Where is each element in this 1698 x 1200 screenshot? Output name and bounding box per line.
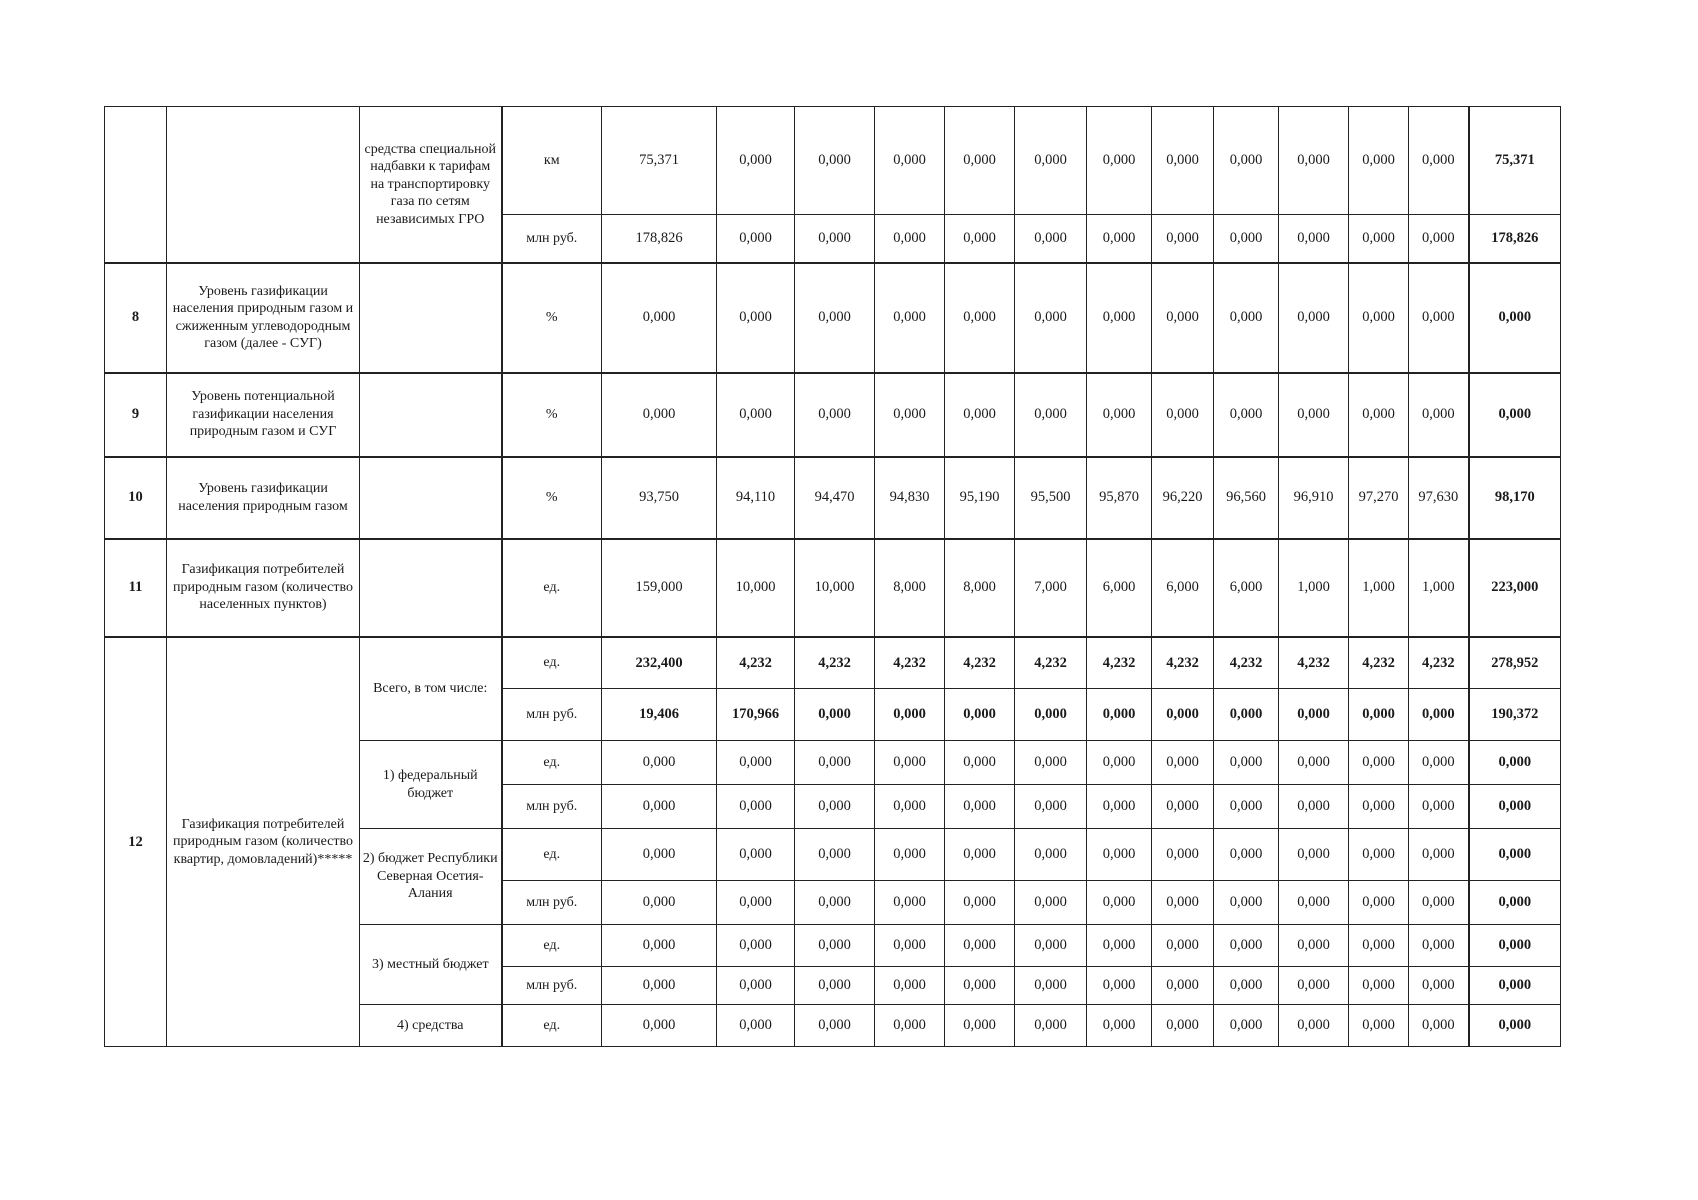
total-cell: 0,000: [1469, 881, 1561, 925]
unit-cell: млн руб.: [502, 881, 602, 925]
value-cell: 0,000: [1015, 107, 1087, 215]
value-cell: 0,000: [1349, 215, 1409, 263]
unit-cell: ед.: [502, 1005, 602, 1047]
value-cell: 0,000: [795, 373, 875, 457]
value-cell: 0,000: [1152, 373, 1214, 457]
value-cell: 0,000: [717, 785, 795, 829]
value-cell: 0,000: [717, 925, 795, 967]
value-cell: 0,000: [1214, 881, 1279, 925]
value-cell: 0,000: [1349, 829, 1409, 881]
value-cell: 0,000: [1015, 1005, 1087, 1047]
value-cell: 4,232: [1015, 637, 1087, 689]
value-cell: 0,000: [795, 215, 875, 263]
value-cell: 0,000: [1409, 967, 1469, 1005]
value-cell: 0,000: [1087, 785, 1152, 829]
value-cell: 4,232: [1087, 637, 1152, 689]
value-cell: 0,000: [717, 263, 795, 373]
indicator-name: Уровень потенциальной газификации населения природным газом и СУГ: [167, 373, 360, 457]
value-cell: 96,910: [1279, 457, 1349, 539]
value-cell: 0,000: [602, 785, 717, 829]
value-cell: 0,000: [875, 829, 945, 881]
value-cell: 0,000: [602, 373, 717, 457]
value-cell: 0,000: [1152, 263, 1214, 373]
value-cell: 0,000: [795, 1005, 875, 1047]
value-cell: 0,000: [1214, 689, 1279, 741]
unit-cell: ед.: [502, 829, 602, 881]
total-cell: 0,000: [1469, 263, 1561, 373]
value-cell: 4,232: [1152, 637, 1214, 689]
value-cell: 8,000: [945, 539, 1015, 637]
total-cell: 0,000: [1469, 829, 1561, 881]
value-cell: 0,000: [1152, 881, 1214, 925]
value-cell: 7,000: [1015, 539, 1087, 637]
value-cell: 95,870: [1087, 457, 1152, 539]
value-cell: 0,000: [1409, 741, 1469, 785]
value-cell: 0,000: [875, 925, 945, 967]
row-number: 9: [105, 373, 167, 457]
total-cell: 75,371: [1469, 107, 1561, 215]
table-row: [105, 107, 1561, 215]
value-cell: 0,000: [602, 881, 717, 925]
unit-cell: млн руб.: [502, 785, 602, 829]
value-cell: 0,000: [1152, 925, 1214, 967]
value-cell: 0,000: [1409, 373, 1469, 457]
value-cell: 0,000: [1279, 829, 1349, 881]
value-cell: 0,000: [602, 829, 717, 881]
gasification-indicators-table: [104, 106, 1561, 1047]
value-cell: 0,000: [717, 373, 795, 457]
value-cell: 0,000: [717, 881, 795, 925]
value-cell: 0,000: [1214, 215, 1279, 263]
value-cell: 94,110: [717, 457, 795, 539]
value-cell: 0,000: [1015, 785, 1087, 829]
value-cell: 0,000: [1279, 1005, 1349, 1047]
value-cell: 0,000: [1409, 881, 1469, 925]
total-cell: 98,170: [1469, 457, 1561, 539]
value-cell: 0,000: [875, 263, 945, 373]
value-cell: 0,000: [717, 215, 795, 263]
value-cell: 0,000: [1279, 785, 1349, 829]
value-cell: 0,000: [1409, 785, 1469, 829]
value-cell: 0,000: [1015, 689, 1087, 741]
value-cell: 0,000: [717, 967, 795, 1005]
value-cell: 4,232: [1349, 637, 1409, 689]
value-cell: 0,000: [1015, 373, 1087, 457]
value-cell: 0,000: [1087, 881, 1152, 925]
value-cell: 0,000: [1214, 829, 1279, 881]
unit-cell: %: [502, 373, 602, 457]
value-cell: 0,000: [945, 967, 1015, 1005]
value-cell: 0,000: [875, 881, 945, 925]
value-cell: 0,000: [1087, 689, 1152, 741]
value-cell: 0,000: [1152, 967, 1214, 1005]
value-cell: 19,406: [602, 689, 717, 741]
value-cell: 97,630: [1409, 457, 1469, 539]
value-cell: 0,000: [875, 215, 945, 263]
value-cell: 0,000: [1349, 967, 1409, 1005]
value-cell: 0,000: [1214, 1005, 1279, 1047]
value-cell: 1,000: [1409, 539, 1469, 637]
row-number: 8: [105, 263, 167, 373]
value-cell: 0,000: [1349, 107, 1409, 215]
value-cell: 0,000: [875, 785, 945, 829]
value-cell: 4,232: [1279, 637, 1349, 689]
value-cell: 6,000: [1152, 539, 1214, 637]
row-number: 10: [105, 457, 167, 539]
funding-source: [360, 373, 502, 457]
total-cell: 0,000: [1469, 925, 1561, 967]
value-cell: 0,000: [1279, 881, 1349, 925]
unit-cell: %: [502, 263, 602, 373]
unit-cell: ед.: [502, 925, 602, 967]
value-cell: 0,000: [945, 215, 1015, 263]
indicator-name: Уровень газификации населения природным газом: [167, 457, 360, 539]
value-cell: 0,000: [945, 741, 1015, 785]
total-cell: 223,000: [1469, 539, 1561, 637]
value-cell: 0,000: [795, 925, 875, 967]
funding-source: 3) местный бюджет: [360, 925, 502, 1005]
value-cell: 0,000: [945, 373, 1015, 457]
value-cell: 0,000: [1015, 215, 1087, 263]
value-cell: 0,000: [795, 881, 875, 925]
value-cell: 0,000: [1214, 107, 1279, 215]
total-cell: 0,000: [1469, 967, 1561, 1005]
value-cell: 0,000: [945, 785, 1015, 829]
total-cell: 0,000: [1469, 785, 1561, 829]
value-cell: 0,000: [795, 263, 875, 373]
value-cell: 0,000: [1409, 1005, 1469, 1047]
value-cell: 94,830: [875, 457, 945, 539]
value-cell: 0,000: [1279, 741, 1349, 785]
value-cell: 0,000: [945, 829, 1015, 881]
row-number: 11: [105, 539, 167, 637]
value-cell: 0,000: [1087, 215, 1152, 263]
value-cell: 0,000: [1087, 107, 1152, 215]
value-cell: 0,000: [602, 967, 717, 1005]
value-cell: 0,000: [945, 925, 1015, 967]
value-cell: 0,000: [795, 785, 875, 829]
value-cell: 0,000: [1279, 373, 1349, 457]
value-cell: 159,000: [602, 539, 717, 637]
document-page: [104, 106, 1561, 1047]
value-cell: 0,000: [1087, 967, 1152, 1005]
value-cell: 0,000: [1152, 741, 1214, 785]
table-row: [105, 539, 1561, 637]
value-cell: 0,000: [1349, 263, 1409, 373]
value-cell: 97,270: [1349, 457, 1409, 539]
value-cell: 0,000: [875, 107, 945, 215]
value-cell: 4,232: [945, 637, 1015, 689]
value-cell: 0,000: [875, 741, 945, 785]
funding-source: 4) средства: [360, 1005, 502, 1047]
value-cell: 0,000: [1152, 829, 1214, 881]
value-cell: 0,000: [717, 741, 795, 785]
funding-source: средства специальной надбавки к тарифам на транспортировку газа по сетям независимых ГРО: [360, 107, 502, 263]
value-cell: 0,000: [875, 689, 945, 741]
indicator-name: Газификация потребителей природным газом (количество квартир, домовладений)*****: [167, 637, 360, 1047]
value-cell: 0,000: [1087, 925, 1152, 967]
funding-source: 1) федеральный бюджет: [360, 741, 502, 829]
value-cell: 0,000: [795, 967, 875, 1005]
value-cell: 0,000: [1409, 107, 1469, 215]
value-cell: 0,000: [1015, 741, 1087, 785]
total-cell: 278,952: [1469, 637, 1561, 689]
value-cell: 0,000: [1152, 1005, 1214, 1047]
value-cell: 0,000: [1087, 741, 1152, 785]
value-cell: 0,000: [717, 107, 795, 215]
value-cell: 75,371: [602, 107, 717, 215]
value-cell: 0,000: [1279, 925, 1349, 967]
value-cell: 0,000: [717, 829, 795, 881]
value-cell: 0,000: [1409, 215, 1469, 263]
table-row: [105, 637, 1561, 689]
value-cell: 6,000: [1214, 539, 1279, 637]
value-cell: 0,000: [602, 263, 717, 373]
value-cell: 0,000: [1214, 263, 1279, 373]
value-cell: 96,220: [1152, 457, 1214, 539]
value-cell: 0,000: [1152, 785, 1214, 829]
value-cell: 0,000: [795, 741, 875, 785]
value-cell: 0,000: [875, 373, 945, 457]
funding-source: Всего, в том числе:: [360, 637, 502, 741]
value-cell: 4,232: [875, 637, 945, 689]
value-cell: 0,000: [1087, 1005, 1152, 1047]
value-cell: 0,000: [1015, 967, 1087, 1005]
value-cell: 0,000: [1349, 1005, 1409, 1047]
indicator-name: Газификация потребителей природным газом (количество населенных пунктов): [167, 539, 360, 637]
value-cell: 0,000: [1279, 263, 1349, 373]
funding-source: [360, 457, 502, 539]
value-cell: 0,000: [945, 107, 1015, 215]
value-cell: 6,000: [1087, 539, 1152, 637]
value-cell: 0,000: [1015, 881, 1087, 925]
value-cell: 4,232: [795, 637, 875, 689]
value-cell: 0,000: [1279, 967, 1349, 1005]
value-cell: 0,000: [1152, 215, 1214, 263]
value-cell: 1,000: [1279, 539, 1349, 637]
value-cell: 178,826: [602, 215, 717, 263]
value-cell: 0,000: [1349, 689, 1409, 741]
value-cell: 0,000: [1409, 689, 1469, 741]
unit-cell: млн руб.: [502, 967, 602, 1005]
unit-cell: млн руб.: [502, 689, 602, 741]
value-cell: 94,470: [795, 457, 875, 539]
unit-cell: ед.: [502, 539, 602, 637]
total-cell: 0,000: [1469, 373, 1561, 457]
value-cell: 0,000: [1349, 785, 1409, 829]
table-body: [105, 107, 1561, 1047]
value-cell: 0,000: [875, 967, 945, 1005]
value-cell: 0,000: [945, 263, 1015, 373]
value-cell: 0,000: [945, 689, 1015, 741]
value-cell: 0,000: [1214, 373, 1279, 457]
value-cell: 10,000: [795, 539, 875, 637]
value-cell: 0,000: [1409, 263, 1469, 373]
value-cell: 0,000: [1349, 373, 1409, 457]
value-cell: 0,000: [1087, 373, 1152, 457]
value-cell: 0,000: [1152, 689, 1214, 741]
row-number: 12: [105, 637, 167, 1047]
funding-source: 2) бюджет Республики Северная Осетия-Алания: [360, 829, 502, 925]
indicator-name: Уровень газификации населения природным газом и сжиженным углеводородным газом (далее - СУГ): [167, 263, 360, 373]
value-cell: 0,000: [1349, 881, 1409, 925]
value-cell: 96,560: [1214, 457, 1279, 539]
value-cell: 0,000: [1349, 741, 1409, 785]
table-row: [105, 263, 1561, 373]
unit-cell: км: [502, 107, 602, 215]
value-cell: 0,000: [1409, 925, 1469, 967]
value-cell: 0,000: [1214, 741, 1279, 785]
total-cell: 0,000: [1469, 1005, 1561, 1047]
value-cell: 93,750: [602, 457, 717, 539]
value-cell: 0,000: [1409, 829, 1469, 881]
value-cell: 0,000: [602, 925, 717, 967]
funding-source: [360, 539, 502, 637]
value-cell: 0,000: [717, 1005, 795, 1047]
value-cell: 4,232: [1214, 637, 1279, 689]
total-cell: 0,000: [1469, 741, 1561, 785]
unit-cell: ед.: [502, 637, 602, 689]
value-cell: 0,000: [795, 689, 875, 741]
indicator-name-cell: [167, 107, 360, 263]
value-cell: 0,000: [795, 829, 875, 881]
value-cell: 0,000: [1152, 107, 1214, 215]
table-row: [105, 373, 1561, 457]
value-cell: 0,000: [1015, 829, 1087, 881]
value-cell: 4,232: [717, 637, 795, 689]
value-cell: 0,000: [602, 1005, 717, 1047]
value-cell: 0,000: [1015, 263, 1087, 373]
table-row: [105, 457, 1561, 539]
value-cell: 0,000: [1279, 107, 1349, 215]
value-cell: 0,000: [1214, 967, 1279, 1005]
value-cell: 0,000: [875, 1005, 945, 1047]
funding-source: [360, 263, 502, 373]
value-cell: 0,000: [1279, 215, 1349, 263]
row-number-cell: [105, 107, 167, 263]
unit-cell: млн руб.: [502, 215, 602, 263]
value-cell: 95,190: [945, 457, 1015, 539]
total-cell: 178,826: [1469, 215, 1561, 263]
value-cell: 1,000: [1349, 539, 1409, 637]
value-cell: 170,966: [717, 689, 795, 741]
value-cell: 0,000: [1214, 925, 1279, 967]
unit-cell: %: [502, 457, 602, 539]
value-cell: 0,000: [795, 107, 875, 215]
value-cell: 0,000: [1279, 689, 1349, 741]
value-cell: 0,000: [945, 881, 1015, 925]
value-cell: 0,000: [945, 1005, 1015, 1047]
value-cell: 232,400: [602, 637, 717, 689]
value-cell: 0,000: [602, 741, 717, 785]
value-cell: 0,000: [1015, 925, 1087, 967]
value-cell: 10,000: [717, 539, 795, 637]
value-cell: 4,232: [1409, 637, 1469, 689]
unit-cell: ед.: [502, 741, 602, 785]
value-cell: 0,000: [1087, 829, 1152, 881]
value-cell: 8,000: [875, 539, 945, 637]
total-cell: 190,372: [1469, 689, 1561, 741]
value-cell: 0,000: [1087, 263, 1152, 373]
value-cell: 95,500: [1015, 457, 1087, 539]
value-cell: 0,000: [1214, 785, 1279, 829]
value-cell: 0,000: [1349, 925, 1409, 967]
